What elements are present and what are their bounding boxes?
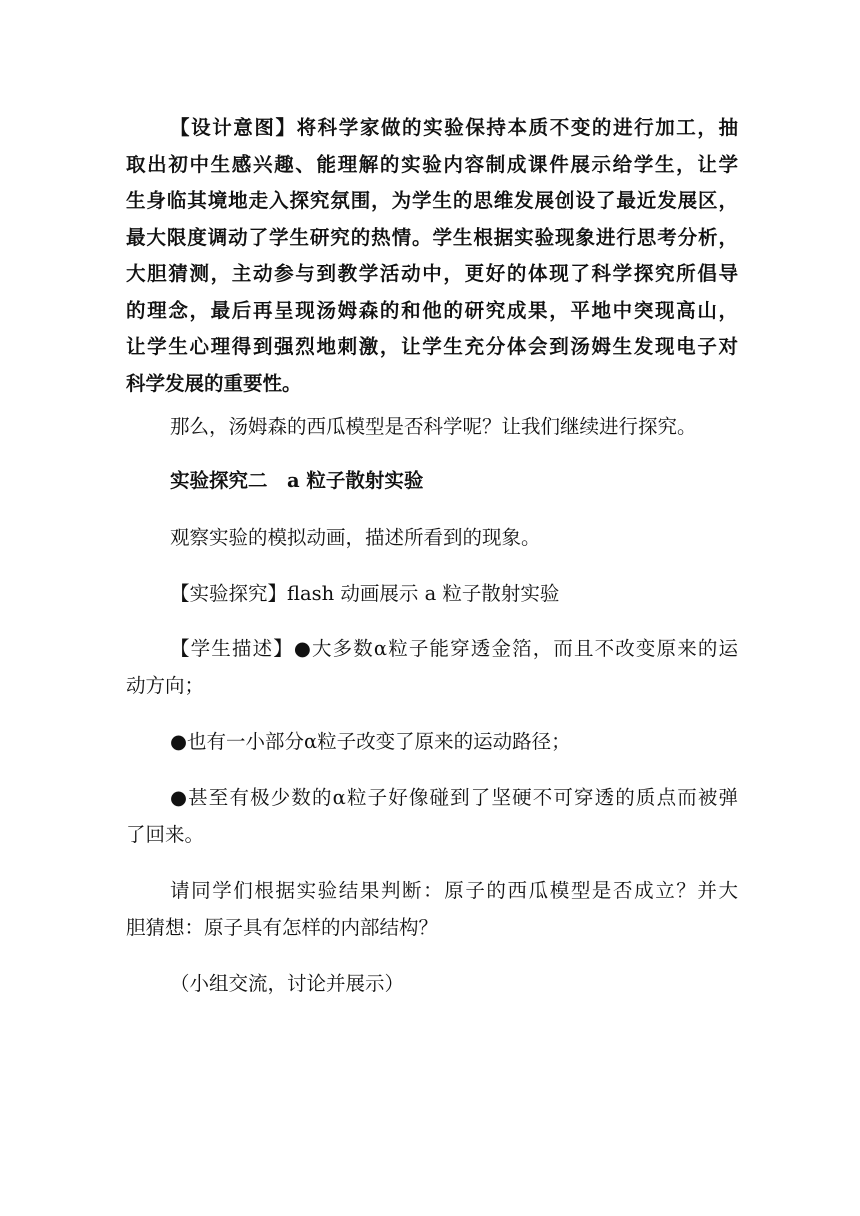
bullet-paragraph: ●也有一小部分α粒子改变了原来的运动路径； xyxy=(170,730,571,753)
question-paragraph xyxy=(126,873,738,946)
text-line: 科学发展的重要性。 xyxy=(126,371,302,395)
bullet-paragraph xyxy=(126,780,738,853)
observe-instruction: 观察实验的模拟动画，描述所看到的现象。 xyxy=(170,526,541,549)
group-note: （小组交流，讨论并展示） xyxy=(170,972,405,995)
experiment-paragraph: 【实验探究】flash 动画展示 a 粒子散射实验 xyxy=(170,582,560,605)
student-description-paragraph xyxy=(126,631,738,704)
text-line: 大胆猜测，主动参与到教学活动中，更好的体现了科学探究所倡导 xyxy=(126,262,738,285)
text-line: ●甚至有极少数的α粒子好像碰到了坚硬不可穿透的质点而被弹 xyxy=(170,786,738,809)
text-line: 取出初中生感兴趣、能理解的实验内容制成课件展示给学生，让学 xyxy=(126,152,738,176)
text-line: 了回来。 xyxy=(126,822,205,846)
text-line: 【设计意图】将科学家做的实验保持本质不变的进行加工，抽 xyxy=(170,116,738,139)
text-line: 请同学们根据实验结果判断：原子的西瓜模型是否成立？并大 xyxy=(170,879,738,902)
text-line: 生身临其境地走入探究氛围，为学生的思维发展创设了最近发展区， xyxy=(126,189,738,212)
design-intent-paragraph xyxy=(126,110,738,402)
section-heading: 实验探究二 a 粒子散射实验 xyxy=(170,469,424,492)
text-line: 胆猜想：原子具有怎样的内部结构？ xyxy=(126,915,439,939)
text-line: 动方向； xyxy=(126,673,205,697)
text-line: 的理念，最后再呈现汤姆森的和他的研究成果，平地中突现高山， xyxy=(126,298,738,322)
question-intro-paragraph: 那么，汤姆森的西瓜模型是否科学呢？让我们继续进行探究。 xyxy=(170,415,697,438)
text-line: 让学生心理得到强烈地刺激，让学生充分体会到汤姆生发现电子对 xyxy=(126,335,738,358)
text-line: 【学生描述】●大多数α粒子能穿透金箔，而且不改变原来的运 xyxy=(170,637,738,660)
text-line: 最大限度调动了学生研究的热情。学生根据实验现象进行思考分析， xyxy=(126,225,738,249)
